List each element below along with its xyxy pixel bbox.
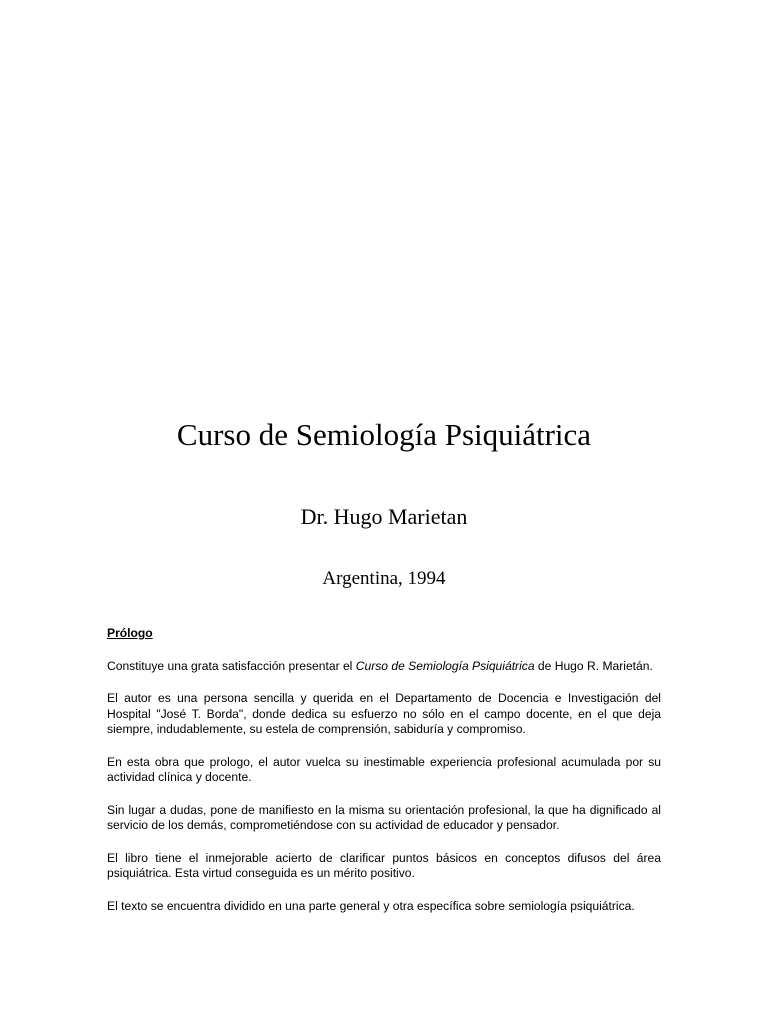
paragraph-1-text-after: de Hugo R. Marietán. (534, 658, 653, 673)
document-author: Dr. Hugo Marietan (300, 504, 468, 529)
prologue-paragraph-2: El autor es una persona sencilla y querida en el Departamento de Docencia e Investigación del Hospital "José T. Borda", donde dedica su esfuerzo no sólo en el campo docente, en el que deja siempre, indudablemente, su estela de comprensión, sabiduría y compromiso. (107, 691, 661, 736)
prologue-paragraph-5: El libro tiene el inmejorable acierto de clarificar puntos básicos en conceptos difusos del área psiquiátrica. Esta virtud conseguida es un mérito positivo. (107, 850, 661, 880)
prologue-paragraph-6: El texto se encuentra dividido en una parte general y otra específica sobre semiología psiquiátrica. (107, 898, 635, 913)
prologue-section (107, 626, 661, 931)
paragraph-1-text-before: Constituye una grata satisfacción presentar el (107, 658, 356, 673)
prologue-paragraph-1 (107, 659, 661, 675)
book-title-italic: Curso de Semiología Psiquiátrica (355, 658, 535, 673)
prologue-heading: Prólogo (107, 626, 153, 640)
document-place-year: Argentina, 1994 (322, 568, 446, 589)
prologue-paragraph-3: En esta obra que prologo, el autor vuelca su inestimable experiencia profesional acumulada por su actividad clínica y docente. (107, 754, 661, 784)
document-title: Curso de Semiología Psiquiátrica (176, 417, 592, 452)
prologue-paragraph-4: Sin lugar a dudas, pone de manifiesto en la misma su orientación profesional, la que ha dignificado al servicio de los demás, comprometiéndose con su actividad de educador y pensador. (107, 802, 661, 832)
